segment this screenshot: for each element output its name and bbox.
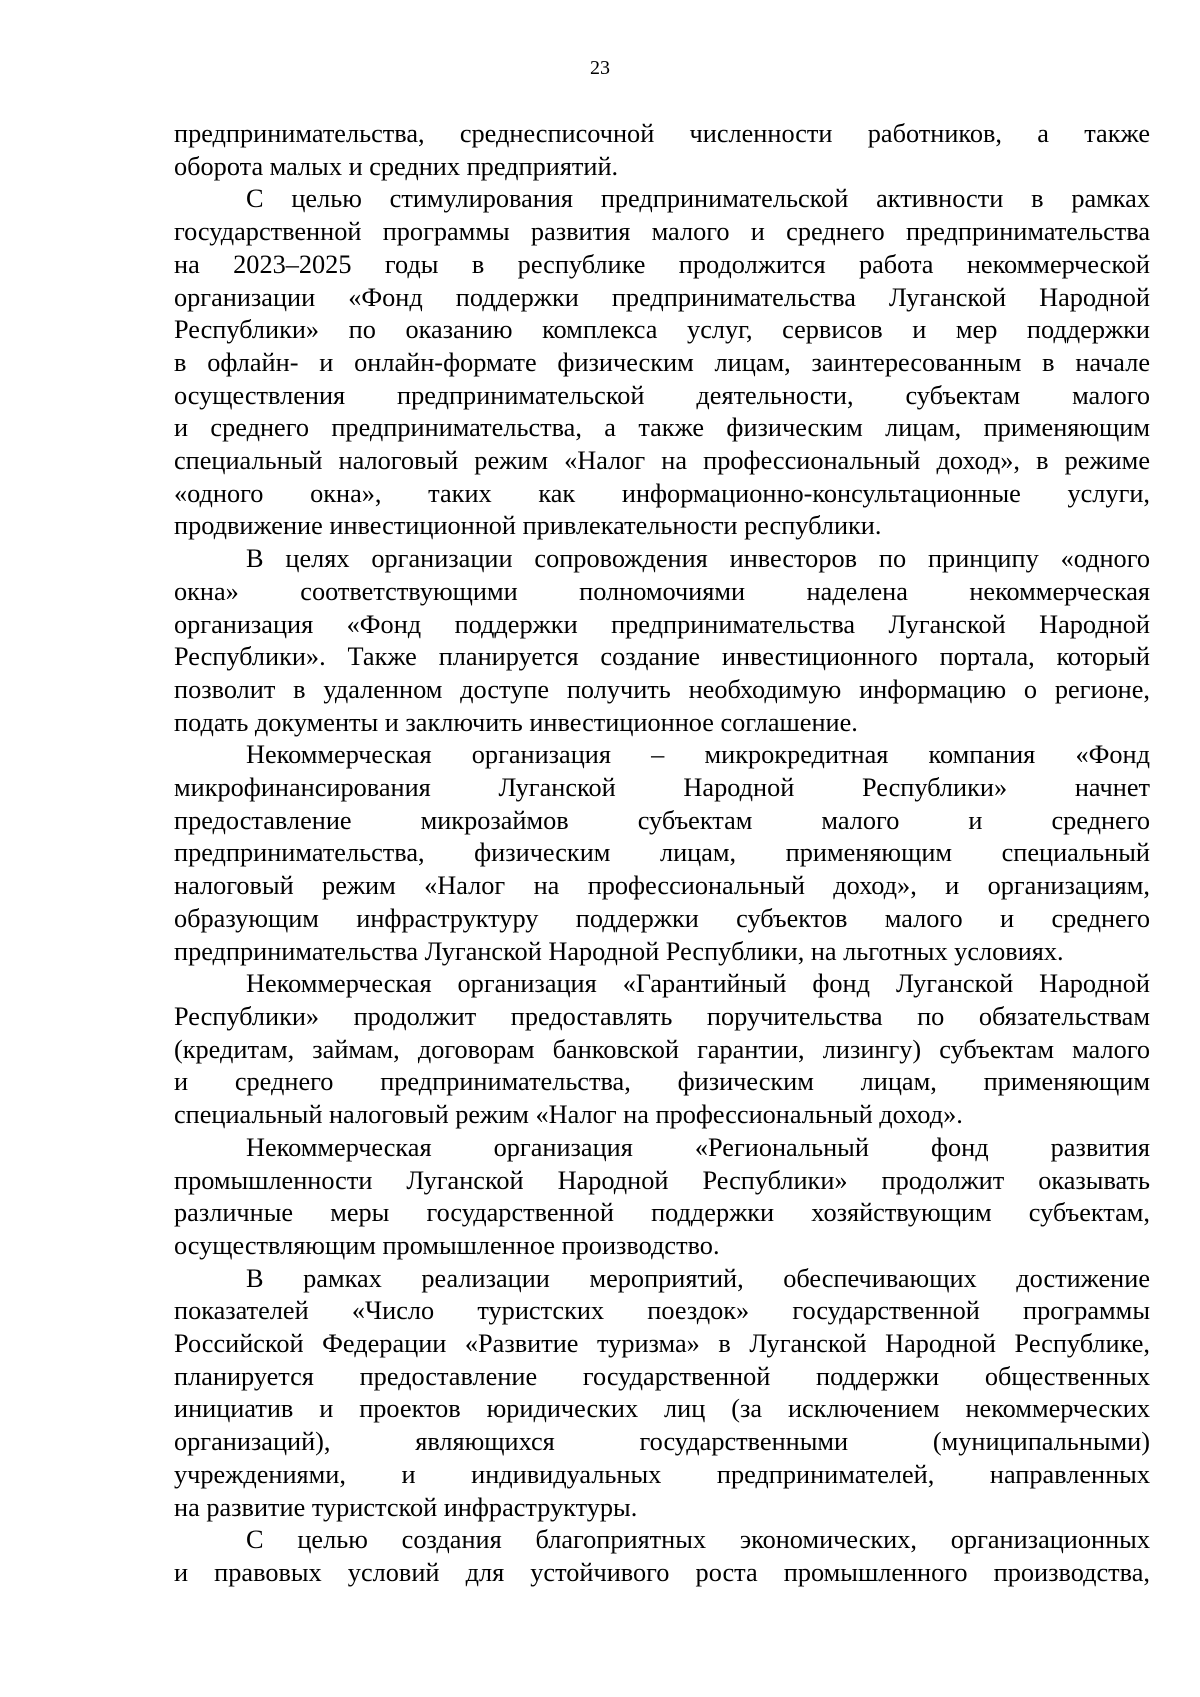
text-line: и среднего предпринимательства, а также физическим лицам, применяющим: [174, 413, 1150, 443]
text-line: организация «Фонд поддержки предпринимательства Луганской Народной: [174, 609, 1150, 639]
text-line: организации «Фонд поддержки предпринимательства Луганской Народной: [174, 282, 1150, 312]
text-line: Некоммерческая организация «Гарантийный фонд Луганской Народной: [246, 969, 1150, 999]
text-line: продвижение инвестиционной привлекательности республики.: [174, 511, 882, 541]
text-line: учреждениями, и индивидуальных предпринимателей, направленных: [174, 1459, 1150, 1489]
text-line: микрофинансирования Луганской Народной Республики» начнет: [174, 773, 1150, 803]
text-line: оборота малых и средних предприятий.: [174, 151, 619, 181]
text-line: окна» соответствующими полномочиями наделена некоммерческая: [174, 576, 1150, 606]
paragraph: [174, 1263, 1150, 1525]
text-line: и правовых условий для устойчивого роста промышленного производства,: [174, 1557, 1150, 1587]
document-body: [174, 118, 1150, 1590]
text-line: организаций), являющихся государственными (муниципальными): [174, 1427, 1150, 1457]
text-line: предпринимательства, физическим лицам, применяющим специальный: [174, 838, 1150, 868]
text-line: С целью создания благоприятных экономических, организационных: [246, 1525, 1150, 1555]
paragraph: [174, 1132, 1150, 1263]
paragraph: [174, 183, 1150, 543]
paragraph: [174, 1524, 1150, 1589]
text-line: В рамках реализации мероприятий, обеспечивающих достижение: [246, 1263, 1150, 1293]
paragraph: [174, 543, 1150, 739]
text-line: подать документы и заключить инвестиционное соглашение.: [174, 707, 858, 737]
text-line: промышленности Луганской Народной Республики» продолжит оказывать: [174, 1165, 1150, 1195]
text-line: осуществления предпринимательской деятельности, субъектам малого: [174, 380, 1150, 410]
text-line: на развитие туристской инфраструктуры.: [174, 1492, 638, 1522]
text-line: позволит в удаленном доступе получить необходимую информацию о регионе,: [174, 674, 1150, 704]
text-line: различные меры государственной поддержки хозяйствующим субъектам,: [174, 1198, 1150, 1228]
text-line: специальный налоговый режим «Налог на профессиональный доход», в режиме: [174, 446, 1150, 476]
text-line: В целях организации сопровождения инвесторов по принципу «одного: [246, 544, 1150, 574]
text-line: предоставление микрозаймов субъектам малого и среднего: [174, 805, 1150, 835]
page-number: 23: [590, 57, 610, 79]
paragraph: [174, 968, 1150, 1132]
text-line: инициатив и проектов юридических лиц (за исключением некоммерческих: [174, 1394, 1150, 1424]
text-line: в офлайн- и онлайн-формате физическим лицам, заинтересованным в начале: [174, 347, 1150, 377]
paragraph: [174, 118, 1150, 183]
text-line: (кредитам, займам, договорам банковской гарантии, лизингу) субъектам малого: [174, 1034, 1150, 1064]
text-line: и среднего предпринимательства, физическим лицам, применяющим: [174, 1067, 1150, 1097]
text-line: планируется предоставление государственной поддержки общественных: [174, 1361, 1150, 1391]
text-line: Некоммерческая организация «Региональный фонд развития: [246, 1132, 1150, 1162]
text-line: налоговый режим «Налог на профессиональный доход», и организациям,: [174, 871, 1150, 901]
text-line: на 2023–2025 годы в республике продолжится работа некоммерческой: [174, 249, 1150, 279]
text-line: Республики». Также планируется создание инвестиционного портала, который: [174, 642, 1150, 672]
text-line: Республики» продолжит предоставлять поручительства по обязательствам: [174, 1001, 1150, 1031]
text-line: Некоммерческая организация – микрокредитная компания «Фонд: [246, 740, 1150, 770]
text-line: Республики» по оказанию комплекса услуг, сервисов и мер поддержки: [174, 315, 1150, 345]
text-line: образующим инфраструктуру поддержки субъектов малого и среднего: [174, 903, 1150, 933]
text-line: С целью стимулирования предпринимательской активности в рамках: [246, 184, 1150, 214]
text-line: показателей «Число туристских поездок» государственной программы: [174, 1296, 1150, 1326]
text-line: предпринимательства Луганской Народной Республики, на льготных условиях.: [174, 936, 1064, 966]
text-line: предпринимательства, среднесписочной численности работников, а также: [174, 119, 1150, 148]
paragraph: [174, 739, 1150, 968]
text-line: «одного окна», таких как информационно-консультационные услуги,: [174, 478, 1150, 508]
text-line: государственной программы развития малого и среднего предпринимательства: [174, 217, 1150, 247]
text-line: Российской Федерации «Развитие туризма» в Луганской Народной Республике,: [174, 1329, 1150, 1359]
text-line: специальный налоговый режим «Налог на профессиональный доход».: [174, 1100, 963, 1130]
text-line: осуществляющим промышленное производство.: [174, 1230, 720, 1260]
